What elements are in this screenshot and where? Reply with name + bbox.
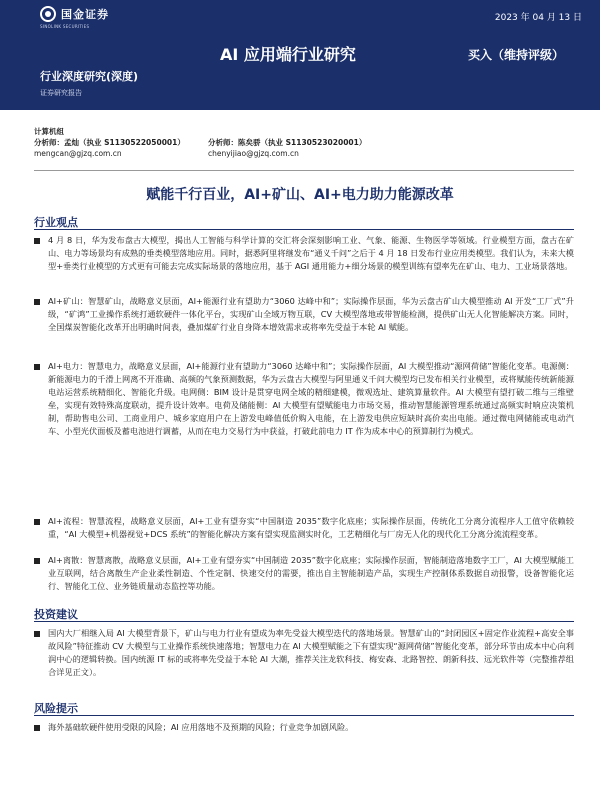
analyst-2-email[interactable]: chenyijiao@gjzq.com.cn xyxy=(208,149,299,158)
rating-label: 买入（维持评级） xyxy=(468,48,565,62)
analyst-2-name: 分析师：陈矣骄（执业 S1130523020001） xyxy=(208,138,367,147)
section-title-risk: 风险提示 xyxy=(34,702,78,715)
section-rule xyxy=(34,715,574,716)
analyst-1-email[interactable]: mengcan@gjzq.com.cn xyxy=(34,149,122,158)
bullet-icon xyxy=(34,558,40,564)
viewpoint-paragraph-4: AI+流程：智慧流程，战略意义层面，AI+工业有望夯实“中国制造 2035”数字化底座；实际操作层面，传统化工分离分流程序人工值守依赖较重，“AI 大模型+机器视觉+DCS 系统”的智能化解决方案有望实现监测实时化，工艺精细化与厂房无人化的现代化工分离分流流程变革。 xyxy=(48,516,574,539)
logo xyxy=(40,6,109,22)
viewpoint-paragraph-5: AI+离散：智慧离散，战略意义层面，AI+工业有望夯实“中国制造 2035”数字化底座；实际操作层面，智能制造落地数字工厂，AI 大模型赋能工业互联网，结合离散生产企业柔性制造、个性定制、快速交付的需要，推出自主智能制造产品，实现生产控制体系数据自动报警，设备智能化运行、智能化工位、业务链质量动态监控等功能。 xyxy=(48,555,574,591)
report-title: AI 应用端行业研究 xyxy=(220,45,356,64)
report-type: 行业深度研究(深度) xyxy=(40,70,139,83)
viewpoint-paragraph-1: 4 月 8 日，华为发布盘古大模型，揭出人工智能与科学计算的交汇将会深刻影响工业、气象、能源、生物医学等领域。行业模型方面，盘古在矿山、电力等场景均有成熟的垂类模型落地应用。同时，据悉阿里将继发布“通义千问”之后于 4 月 18 日发布行业应用类模型。我们认为，未来大模型+垂类行业模型的方式更有可能去完成实际场景的落地应用，基于 AGI 通用能力+细分场景的模型训练有望率先在矿山、电力、工业场景落地。 xyxy=(48,235,574,271)
investment-paragraph: 国内大厂相继入局 AI 大模型背景下，矿山与电力行业有望成为率先受益大模型迭代的落地场景。智慧矿山的“封闭园区+固定作业流程+高安全事故风险”特征推动 CV 大模型与工业操作系统快速落地；智慧电力在 AI 大模型赋能之下有望实现“源网荷储”智能化变革，部分环节由成本中心向利润中心的逻辑转换。国内统源 IT 标的或将率先受益于本轮 AI 大潮，推荐关注龙软科技、梅安森、北路智控、朗新科技、远光软件等（完整推荐组合详见正文）。 xyxy=(48,628,574,677)
bullet-icon xyxy=(34,631,40,637)
analyst-2 xyxy=(208,137,366,159)
bullet-icon xyxy=(34,519,40,525)
bullet-icon xyxy=(34,364,40,370)
report-header xyxy=(0,0,600,110)
analyst-1-name: 分析师：孟灿（执业 S1130522050001） xyxy=(34,138,185,147)
analyst-info xyxy=(34,126,574,158)
logo-text: 国金证券 xyxy=(61,8,109,21)
viewpoint-paragraph-3: AI+电力：智慧电力，战略意义层面，AI+能源行业有望助力“3060 达峰中和”；实际操作层面，AI 大模型推动“源网荷储”智能化变革。电源侧：新能源电力的千滑上网离不开准确、高频的气象预测数据，华为云盘古大模型与阿里通义千问大模型均已发布相关行业模型，或将赋能传统新能源电站运营系统精细化、智能化升级。电网侧：BIM 设计是贯穿电网全域的精细建模，微观选址、建筑算量软件。AI 大模型有望打破二维与三维壁垒，实现有效特殊高度联动，提升设计效率。电荷及储能侧：AI 大模型有望赋能电力市场交易，推动智慧能源管理系统通过高频实时响应决策机制，帮助售电公司、工商业用户、城乡家庭用户在上游发电峰值低价购入电能，在上游发电供应短缺时高价卖出电能。通过微电网储能或电动汽车、小型光伏面板及蓄电池进行调蓄，从而在电力交易行为中获益，打破此前电力 IT 作为成本中心的预算制行为模式。 xyxy=(48,361,574,436)
logo-subtext: SINOLINK SECURITIES xyxy=(40,24,90,29)
report-category: 证券研究报告 xyxy=(40,89,82,97)
risk-paragraph: 海外基础软硬件使用受限的风险；AI 应用落地不及预期的风险；行业竞争加剧风险。 xyxy=(48,722,354,732)
divider xyxy=(34,170,574,171)
bullet-icon xyxy=(34,299,40,305)
section-title-viewpoint: 行业观点 xyxy=(34,216,78,229)
analyst-1 xyxy=(34,137,185,159)
report-date: 2023 年 04 月 13 日 xyxy=(494,13,582,23)
headline: 赋能千行百业，AI+矿山、AI+电力助力能源改革 xyxy=(146,187,454,203)
bullet-icon xyxy=(34,238,40,244)
section-title-investment: 投资建议 xyxy=(34,608,78,621)
section-rule xyxy=(34,229,574,230)
bullet-icon xyxy=(34,725,40,731)
analyst-group: 计算机组 xyxy=(34,127,64,136)
section-rule xyxy=(34,621,574,622)
viewpoint-paragraph-2: AI+矿山：智慧矿山，战略意义层面，AI+能源行业有望助力“3060 达峰中和”；实际操作层面，华为云盘古矿山大模型推动 AI 开发“工厂式”升级，“矿鸿”工业操作系统打通软硬件一体化平台，实现矿山全域万物互联，CV 大模型落地或带智能检测，提供矿山无人化智能解决方案。同时，全国煤炭智能化改革开出明确时间表，叠加煤矿行业自身降本增效需求或将率先受益于本轮 AI 赋能。 xyxy=(48,296,574,332)
logo-icon xyxy=(40,6,56,22)
